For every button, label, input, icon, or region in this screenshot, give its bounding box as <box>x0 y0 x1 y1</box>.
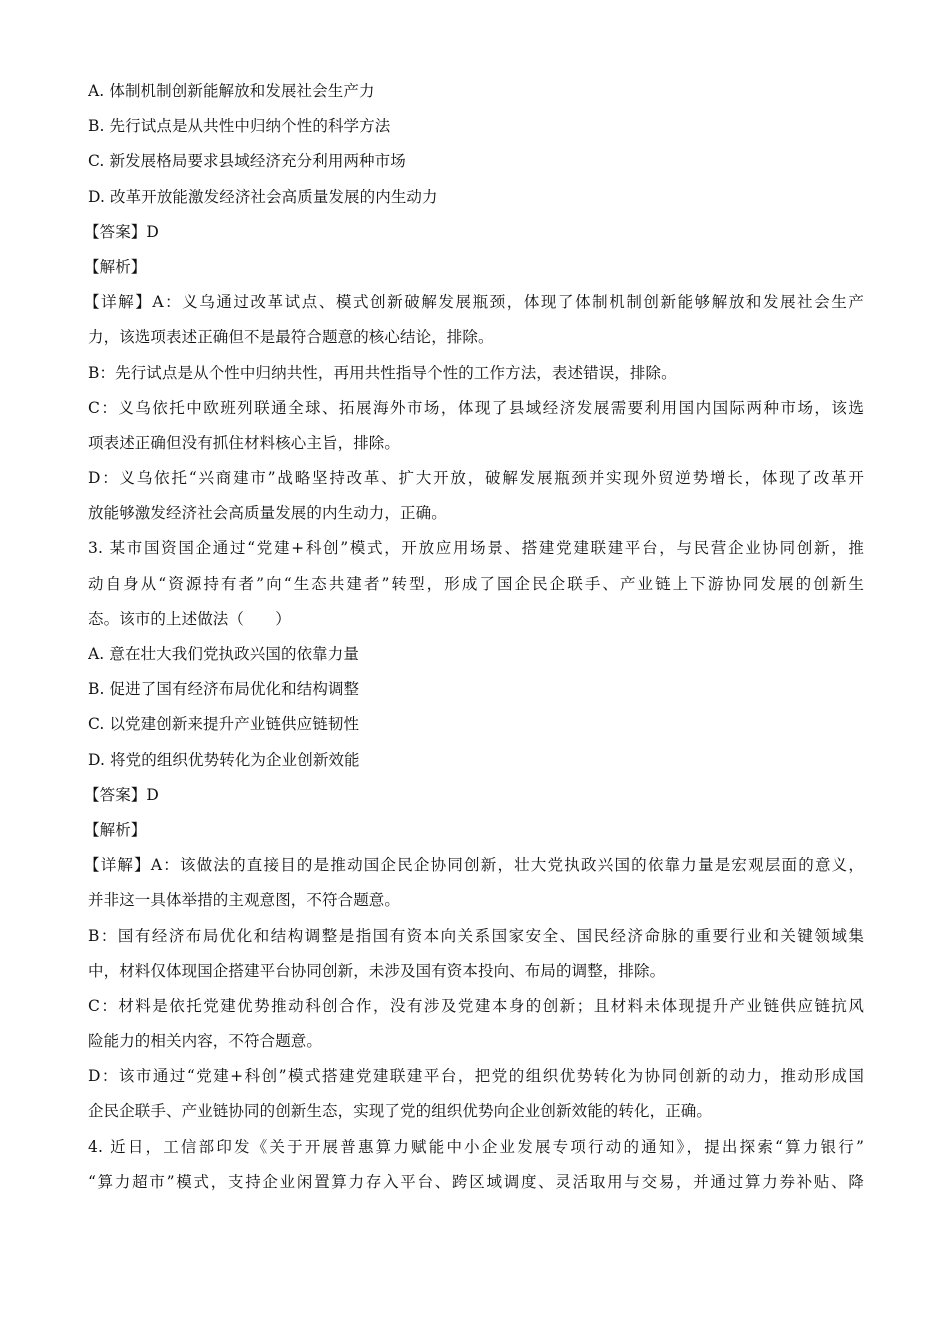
q2-detail-a-line1: 【详解】A：义乌通过改革试点、模式创新破解发展瓶颈，体现了体制机制创新能够解放和发展社会生产 <box>84 293 864 312</box>
q3-stem-line3: 态。该市的上述做法（ ） <box>88 609 291 628</box>
q2-option-a: A. 体制机制创新能解放和发展社会生产力 <box>88 82 375 100</box>
q2-option-c: C. 新发展格局要求县域经济充分利用两种市场 <box>88 152 406 171</box>
q3-stem-line2: 动自身从“资源持有者”向“生态共建者”转型，形成了国企民企联手、产业链上下游协同发展的创新生 <box>88 574 864 593</box>
q3-detail-b-line1: B：国有经济布局优化和结构调整是指国有资本向关系国家安全、国民经济命脉的重要行业和关键领域集 <box>88 926 864 945</box>
q3-detail-d-line1: D：该市通过“党建+科创”模式搭建党建联建平台，把党的组织优势转化为协同创新的动力，推动形成国 <box>88 1067 864 1086</box>
q4-stem-line2: “算力超市”模式，支持企业闲置算力存入平台、跨区域调度、灵活取用与交易，并通过算力券补贴、降 <box>88 1172 864 1191</box>
q2-detail-b: B：先行试点是从个性中归纳共性，再用共性指导个性的工作方法，表述错误，排除。 <box>88 363 677 382</box>
q3-analysis-heading: 【解析】 <box>84 820 147 839</box>
q2-option-b: B. 先行试点是从共性中归纳个性的科学方法 <box>88 117 391 136</box>
q3-detail-a-line2: 并非这一具体举措的主观意图，不符合题意。 <box>88 891 401 910</box>
q3-option-d: D. 将党的组织优势转化为企业创新效能 <box>88 750 360 769</box>
q2-analysis-heading: 【解析】 <box>84 257 147 276</box>
q2-detail-c-line1: C：义乌依托中欧班列联通全球、拓展海外市场，体现了县域经济发展需要利用国内国际两种市场，该选 <box>88 398 864 417</box>
q3-detail-c-line2: 险能力的相关内容，不符合题意。 <box>88 1032 323 1051</box>
q3-detail-b-line2: 中，材料仅体现国企搭建平台协同创新，未涉及国有资本投向、布局的调整，排除。 <box>88 961 666 980</box>
q3-stem-line1: 3. 某市国资国企通过“党建+科创”模式，开放应用场景、搭建党建联建平台，与民营企业协同创新，推 <box>88 539 864 558</box>
q3-option-a: A. 意在壮大我们党执政兴国的依靠力量 <box>88 645 359 663</box>
q2-detail-c-line2: 项表述正确但没有抓住材料核心主旨，排除。 <box>88 433 401 452</box>
q2-detail-d-line1: D：义乌依托“兴商建市”战略坚持改革、扩大开放，破解发展瓶颈并实现外贸逆势增长，体现了改革开 <box>88 469 864 488</box>
q3-detail-c-line1: C：材料是依托党建优势推动科创合作，没有涉及党建本身的创新；且材料未体现提升产业链供应链抗风 <box>88 996 864 1015</box>
q2-detail-d-line2: 放能够激发经济社会高质量发展的内生动力，正确。 <box>88 504 447 523</box>
document-page <box>84 74 864 1200</box>
q3-answer: 【答案】D <box>84 785 159 804</box>
q3-option-b: B. 促进了国有经济布局优化和结构调整 <box>88 680 360 699</box>
q4-stem-line1: 4. 近日，工信部印发《关于开展普惠算力赋能中小企业发展专项行动的通知》，提出探索“算力银行” <box>88 1137 864 1156</box>
q3-option-c: C. 以党建创新来提升产业链供应链韧性 <box>88 715 360 734</box>
q2-answer: 【答案】D <box>84 222 159 241</box>
q2-detail-a-line2: 力，该选项表述正确但不是最符合题意的核心结论，排除。 <box>88 328 494 347</box>
q2-option-d: D. 改革开放能激发经济社会高质量发展的内生动力 <box>88 187 438 206</box>
q3-detail-a-line1: 【详解】A：该做法的直接目的是推动国企民企协同创新，壮大党执政兴国的依靠力量是宏观层面的意义， <box>84 856 864 875</box>
q3-detail-d-line2: 企民企联手、产业链协同的创新生态，实现了党的组织优势向企业创新效能的转化，正确。 <box>88 1102 713 1121</box>
